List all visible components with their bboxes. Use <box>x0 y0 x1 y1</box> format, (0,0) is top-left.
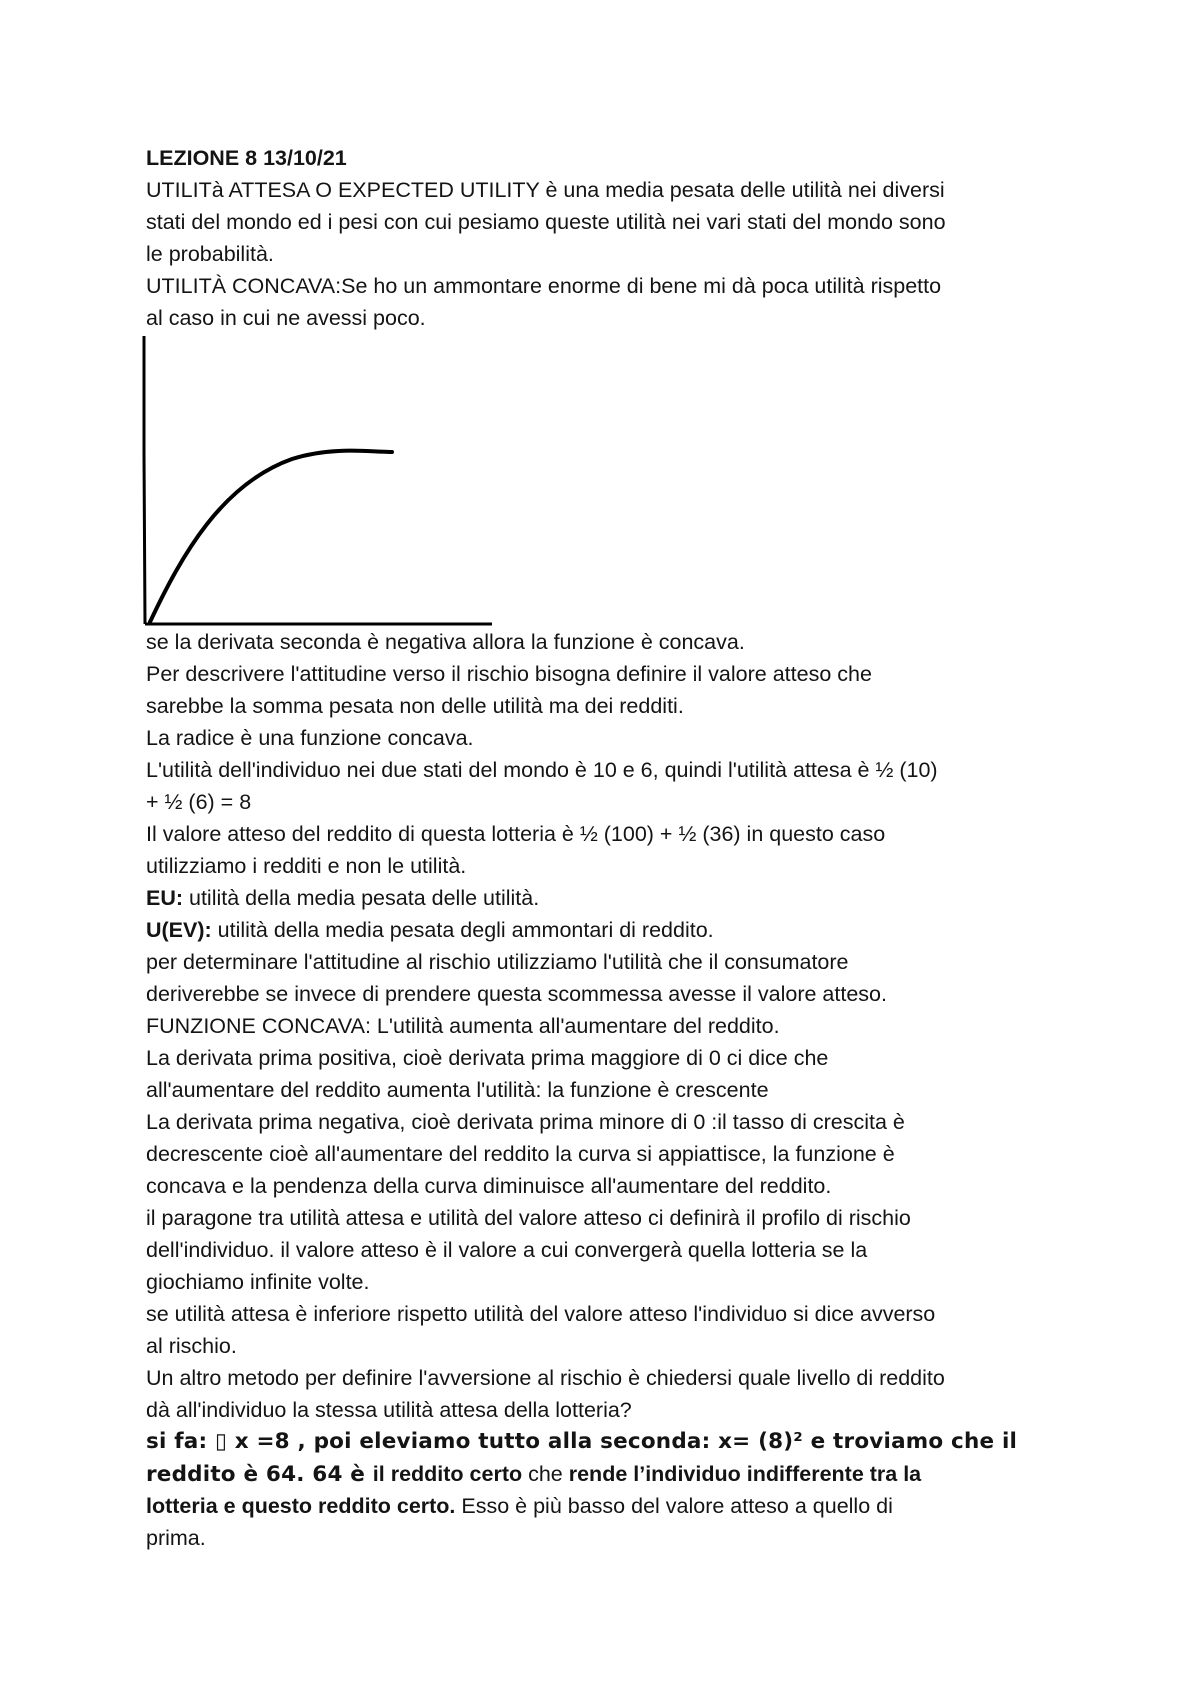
final-l2b: il reddito certo <box>372 1462 523 1486</box>
body-line: decrescente cioè all'aumentare del reddito la curva si appiattisce, la funzione è <box>146 1142 895 1166</box>
body-line: se utilità attesa è inferiore rispetto utilità del valore atteso l'individuo si dice avverso <box>146 1302 936 1326</box>
sketch-svg <box>142 334 502 626</box>
intro-line: le probabilità. <box>146 242 274 266</box>
concave-curve-sketch <box>142 334 502 626</box>
body-line: il paragone tra utilità attesa e utilità del valore atteso ci definirà il profilo di rischio <box>146 1206 911 1230</box>
final-line-1: si fa: ▯ x =8 , poi eleviamo tutto alla seconda: x= (8)² e troviamo che il <box>146 1429 1018 1454</box>
body-line: + ½ (6) = 8 <box>146 790 252 814</box>
final-line-4: prima. <box>146 1526 206 1550</box>
uev-label: U(EV): <box>146 918 212 942</box>
final-line-2 <box>146 1458 1066 1490</box>
body-line: dà all'individuo la stessa utilità attesa della lotteria? <box>146 1398 632 1422</box>
body-line: La derivata prima positiva, cioè derivata prima maggiore di 0 ci dice che <box>146 1046 829 1070</box>
eu-label: EU: <box>146 886 184 910</box>
document-page <box>146 142 1066 1554</box>
eu-definition <box>146 882 1066 914</box>
intro-line: al caso in cui ne avessi poco. <box>146 306 426 330</box>
body-line: FUNZIONE CONCAVA: L'utilità aumenta all'aumentare del reddito. <box>146 1014 780 1038</box>
body-line: Il valore atteso del reddito di questa lotteria è ½ (100) + ½ (36) in questo caso <box>146 822 886 846</box>
uev-text: utilità della media pesata degli ammontari di reddito. <box>211 918 714 942</box>
body-line: sarebbe la somma pesata non delle utilità ma dei redditi. <box>146 694 684 718</box>
uev-definition <box>146 914 1066 946</box>
final-l3a: lotteria e questo reddito certo. <box>146 1494 456 1518</box>
y-axis-line <box>144 336 145 624</box>
final-l2c: che <box>522 1462 569 1486</box>
final-l2a: reddito è 64. 64 è <box>146 1462 373 1487</box>
body-line: utilizziamo i redditi e non le utilità. <box>146 854 467 878</box>
body-line: al rischio. <box>146 1334 237 1358</box>
utility-curve <box>150 451 392 622</box>
body-line: L'utilità dell'individuo nei due stati del mondo è 10 e 6, quindi l'utilità attesa è ½ (10) <box>146 758 938 782</box>
body-line: Per descrivere l'attitudine verso il rischio bisogna definire il valore atteso che <box>146 662 872 686</box>
final-line-3 <box>146 1490 1066 1522</box>
body-line: per determinare l'attitudine al rischio utilizziamo l'utilità che il consumatore <box>146 950 849 974</box>
body-line: La radice è una funzione concava. <box>146 726 474 750</box>
body-line: giochiamo infinite volte. <box>146 1270 370 1294</box>
intro-line: UTILITà ATTESA O EXPECTED UTILITY è una media pesata delle utilità nei diversi <box>146 178 945 202</box>
page-title: LEZIONE 8 13/10/21 <box>146 146 347 170</box>
eu-text: utilità della media pesata delle utilità. <box>183 886 540 910</box>
body-line: La derivata prima negativa, cioè derivata prima minore di 0 :il tasso di crescita è <box>146 1110 905 1134</box>
body-line: Un altro metodo per definire l'avversione al rischio è chiedersi quale livello di reddito <box>146 1366 945 1390</box>
final-l2d: rende l’individuo indifferente tra la <box>568 1462 922 1486</box>
body-line: deriverebbe se invece di prendere questa scommessa avesse il valore atteso. <box>146 982 887 1006</box>
intro-line: UTILITÀ CONCAVA:Se ho un ammontare enorme di bene mi dà poca utilità rispetto <box>146 274 942 298</box>
body-line: all'aumentare del reddito aumenta l'utilità: la funzione è crescente <box>146 1078 769 1102</box>
body-line: se la derivata seconda è negativa allora la funzione è concava. <box>146 630 745 654</box>
final-l3b: Esso è più basso del valore atteso a quello di <box>455 1494 893 1518</box>
body-line: dell'individuo. il valore atteso è il valore a cui convergerà quella lotteria se la <box>146 1238 868 1262</box>
intro-line: stati del mondo ed i pesi con cui pesiamo queste utilità nei vari stati del mondo sono <box>146 210 946 234</box>
body-line: concava e la pendenza della curva diminuisce all'aumentare del reddito. <box>146 1174 832 1198</box>
